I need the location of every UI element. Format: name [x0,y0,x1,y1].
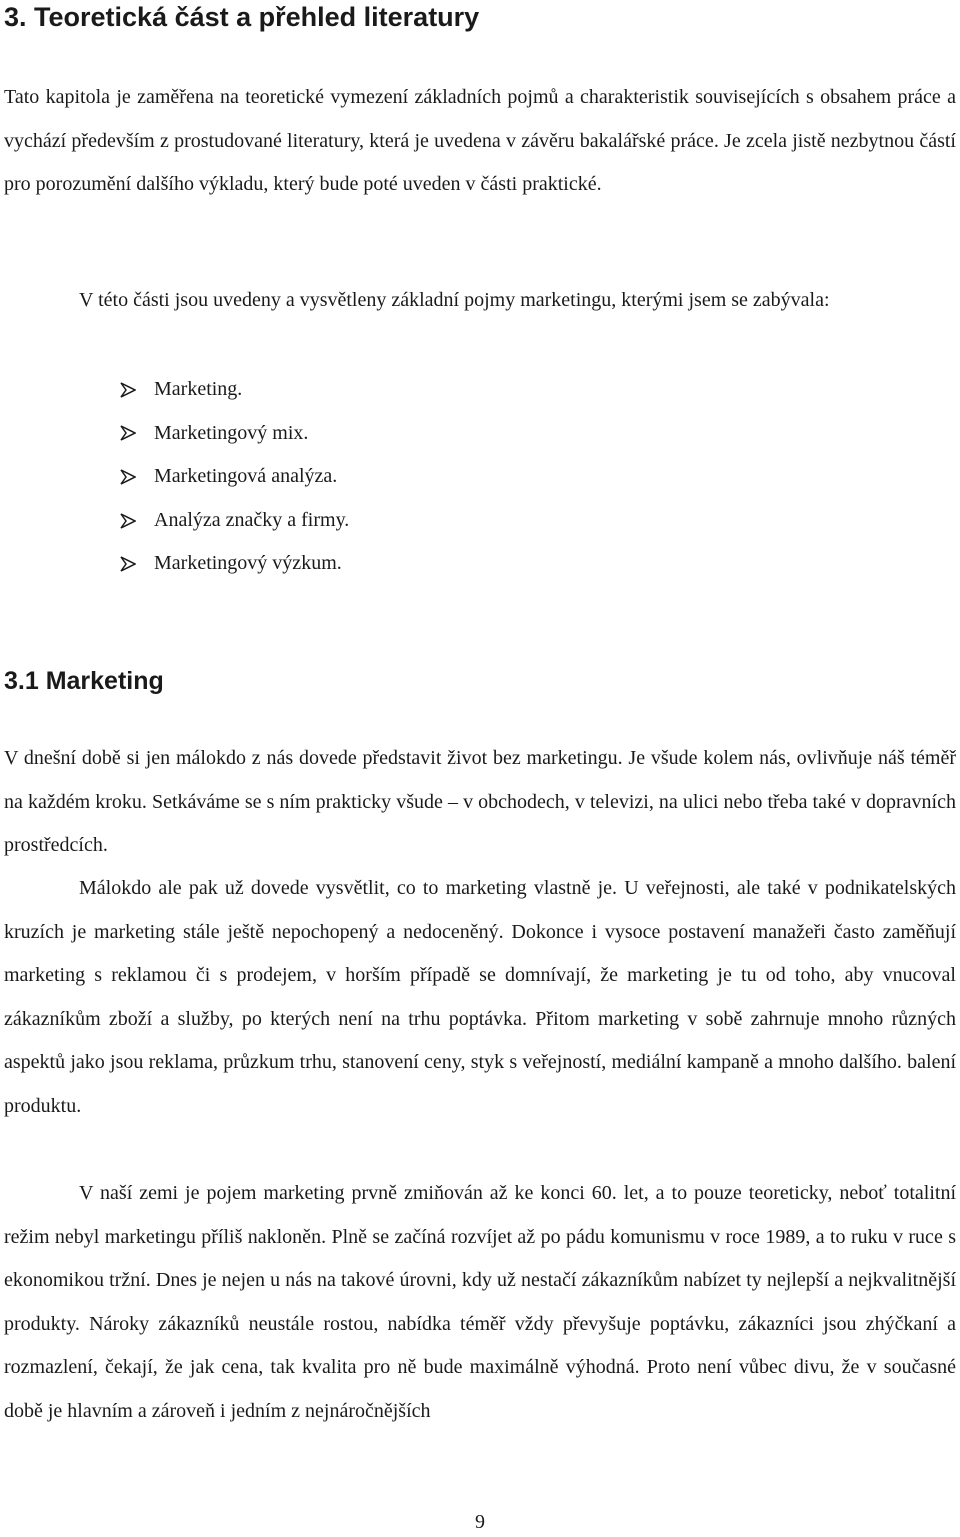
section-paragraph-2: Málokdo ale pak už dovede vysvětlit, co to marketing vlastně je. U veřejnosti, ale také v podnikatelských kruzích je marketing stále ještě nepochopený a nedoceněný. Dokonce i vysoce postavení manažeři často zaměňují marketing s reklamou či s prodejem, v horším případě se domnívají, že marketing je tu od toho, aby vnucoval zákazníkům zboží a služby, po kterých není na trhu poptávka. Přitom marketing v sobě zahrnuje mnoho různých aspektů jako jsou reklama, průzkum trhu, stanovení ceny, styk s veřejností, mediální kampaně a mnoho dalšího. balení produktu. [4,877,956,1117]
list-item-label: Marketing. [154,378,243,400]
chapter-title: 3. Teoretická část a přehled literatury [4,2,480,32]
list-item [118,499,349,543]
section-paragraph-1: V dnešní době si jen málokdo z nás dovede představit život bez marketingu. Je všude kolem nás, ovlivňuje náš téměř na každém kroku. Setkáváme se s ním prakticky všude – v obchodech, v televizi, na ulici nebo třeba také v dopravních prostředcích. [4,747,956,857]
intro-topics-lead: V této části jsou uvedeny a vysvětleny základní pojmy marketingu, kterými jsem se zabývala: [79,289,830,311]
list-item-label: Marketingová analýza. [154,465,338,488]
list-item [118,368,349,412]
topics-list [118,368,349,586]
list-item [118,455,349,499]
section-paragraph-3: V naší zemi je pojem marketing prvně zmiňován až ke konci 60. let, a to pouze teoreticky, neboť totalitní režim nebyl marketingu příliš nakloněn. Plně se začíná rozvíjet až po pádu komunismu v roce 1989, a to ruku v ruce s ekonomikou tržní. Dnes je nejen u nás na takové úrovni, kdy už nestačí zákazníkům nabízet ty nejlepší a nejkvalitnější produkty. Nároky zákazníků neustále rostou, nabídka téměř vždy převyšuje poptávku, zákazníci jsou zhýčkaní a rozmazlení, čekají, že jak cena, tak kvalita pro ně bude maximálně výhodná. Proto není vůbec divu, že v současné době je hlavním a zároveň i jedním z nejnáročnějších [4,1182,956,1422]
section-title: 3.1 Marketing [4,667,164,695]
arrowhead-bullet-icon [118,511,154,531]
intro-paragraph: Tato kapitola je zaměřena na teoretické vymezení základních pojmů a charakteristik souvisejících s obsahem práce a vychází především z prostudované literatury, která je uvedena v závěru bakalářské práce. Je zcela jistě nezbytnou částí pro porozumění dalšího výkladu, který bude poté uveden v části praktické. [4,86,956,196]
list-item [118,412,349,456]
arrowhead-bullet-icon [118,554,154,574]
list-item [118,542,349,586]
list-item-label: Analýza značky a firmy. [154,508,350,531]
list-item-label: Marketingový mix. [154,421,309,444]
arrowhead-bullet-icon [118,467,154,487]
arrowhead-bullet-icon [118,380,154,400]
list-item-label: Marketingový výzkum. [154,552,342,575]
arrowhead-bullet-icon [118,423,154,443]
page-number: 9 [475,1511,485,1533]
